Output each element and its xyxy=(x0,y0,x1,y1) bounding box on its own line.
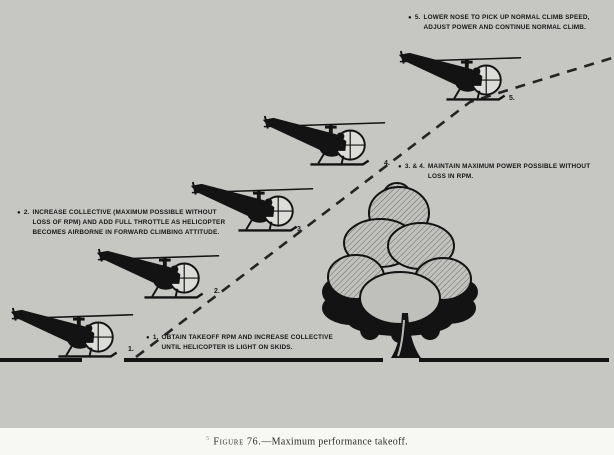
annotation-text: INCREASE COLLECTIVE (MAXIMUM POSSIBLE WITHOUT LOSS OF RPM) AND ADD FULL THROTTLE AS HELICOPTER BECOMES AIRBORNE IN FORWARD CLIMBING ATTITUDE. xyxy=(32,209,226,236)
annotation-number: 3. & 4. xyxy=(404,163,425,170)
bullet-icon: ● xyxy=(408,14,412,21)
figure-caption xyxy=(0,436,614,447)
caption-figure-label: Figure 76. xyxy=(213,436,262,448)
annotation-number: 5. xyxy=(414,14,421,21)
annotation-text: LOWER NOSE TO PICK UP NORMAL CLIMB SPEED, ADJUST POWER AND CONTINUE NORMAL CLIMB. xyxy=(423,14,590,31)
annotation-step-3-4 xyxy=(398,162,596,182)
bullet-icon: ● xyxy=(398,163,402,170)
step-marker-5: 5. xyxy=(509,95,515,102)
caption-title-text: —Maximum performance takeoff. xyxy=(261,436,408,448)
annotation-step-2 xyxy=(17,208,231,238)
bullet-icon: ● xyxy=(17,209,21,216)
step-marker-3: 3. xyxy=(297,226,303,233)
annotation-text: OBTAIN TAKEOFF RPM AND INCREASE COLLECTIVE UNTIL HELICOPTER IS LIGHT ON SKIDS. xyxy=(161,334,333,351)
helicopter-icon-step1 xyxy=(11,308,133,357)
bullet-icon: ● xyxy=(146,334,150,341)
annotation-step-5 xyxy=(408,13,608,33)
annotation-step-1 xyxy=(146,333,334,353)
annotation-number: 1. xyxy=(152,334,159,341)
tree-illustration xyxy=(322,183,478,358)
step-marker-4: 4. xyxy=(384,160,390,167)
step-marker-2: 2. xyxy=(214,288,220,295)
helicopter-icon-step4 xyxy=(263,116,385,165)
annotation-number: 2. xyxy=(23,209,30,216)
step-marker-1: 1. xyxy=(128,346,134,353)
caption-footnote-mark: 5 xyxy=(206,436,210,442)
helicopter-icon-step2 xyxy=(97,249,219,298)
annotation-text: MAINTAIN MAXIMUM POWER POSSIBLE WITHOUT LOSS IN RPM. xyxy=(427,163,591,180)
